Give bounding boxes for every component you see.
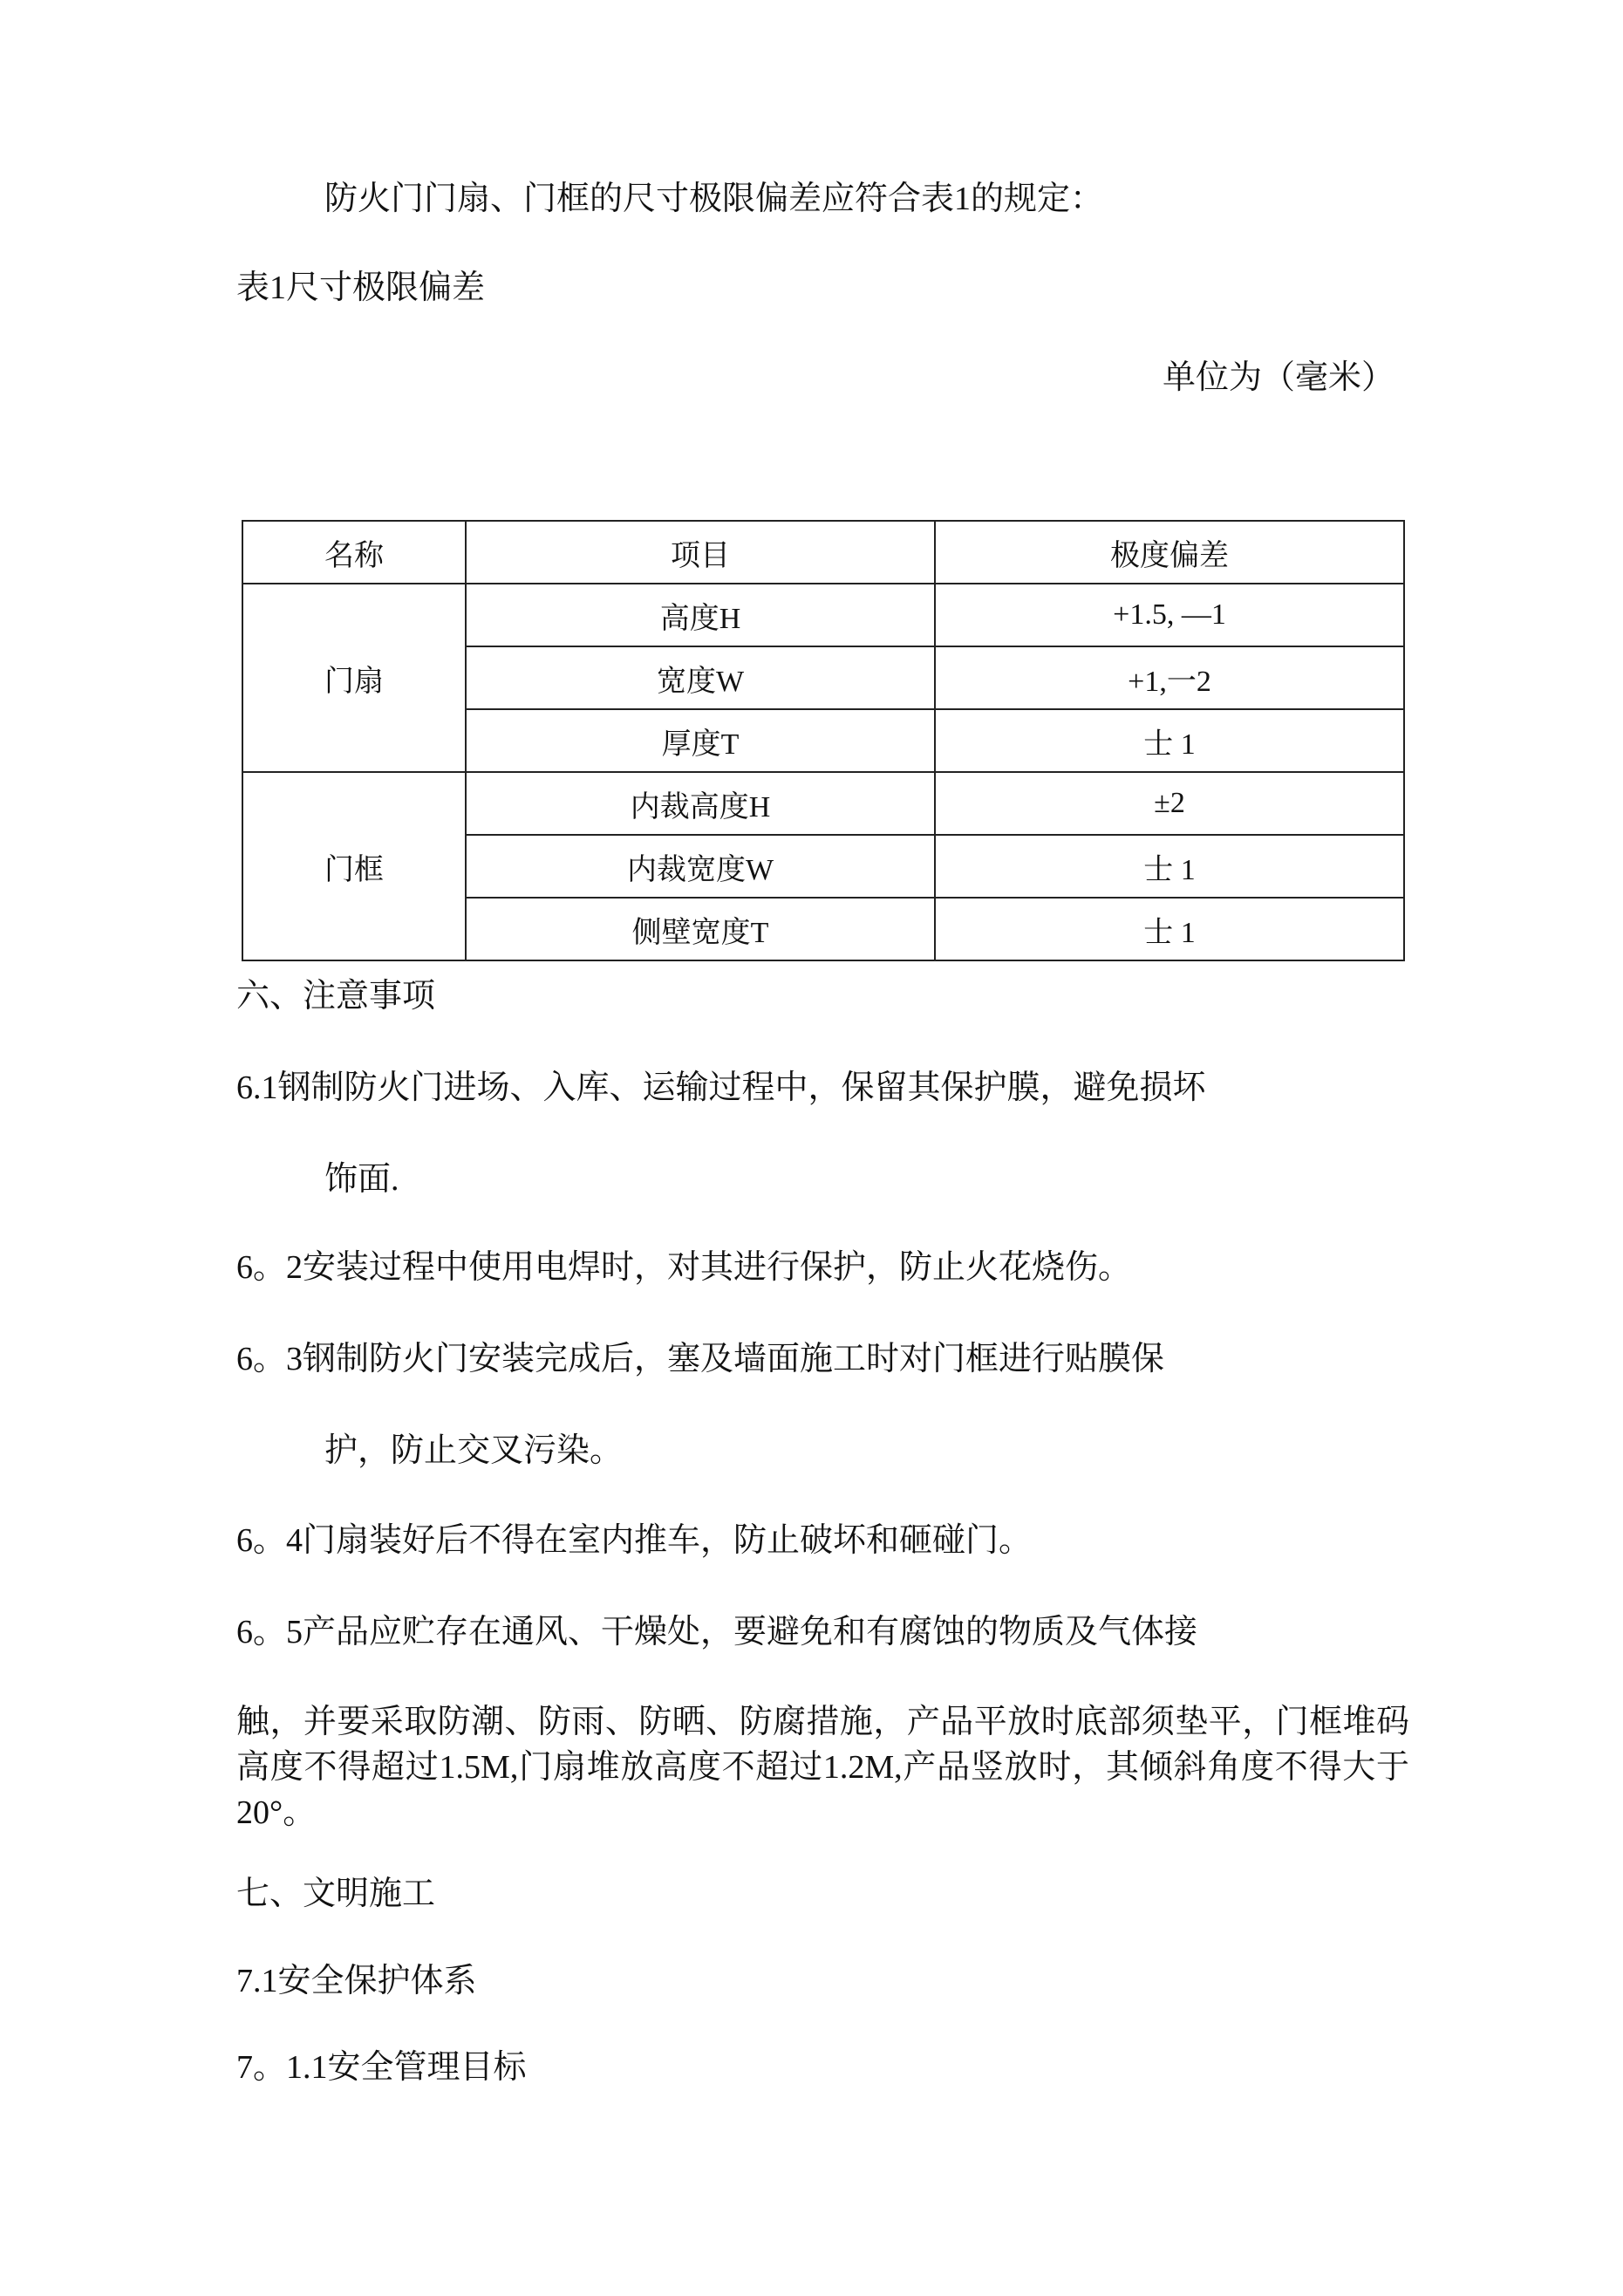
group-name: 门扇 — [242, 584, 466, 772]
item-cell: 内裁高度H — [466, 772, 935, 835]
item-6-4: 6。4门扇装好后不得在室内推车，防止破坏和砸碰门。 — [236, 1522, 1033, 1559]
value-cell: +1.5, —1 — [935, 584, 1404, 646]
item-6-1-cont: 饰面. — [324, 1161, 399, 1198]
item-cell: 内裁宽度W — [466, 835, 935, 898]
value-cell: 士 1 — [935, 709, 1404, 772]
group-name: 门框 — [242, 772, 466, 960]
value-cell: ±2 — [935, 772, 1404, 835]
value-cell: 士 1 — [935, 835, 1404, 898]
intro-paragraph: 防火门门扇、门框的尺寸极限偏差应符合表1的规定： — [324, 181, 1104, 217]
item-6-2: 6。2安装过程中使用电焊时，对其进行保护，防止火花烧伤。 — [236, 1249, 1132, 1286]
heading-7-1: 7.1安全保护体系 — [236, 1963, 477, 1999]
unit-label: 单位为（毫米） — [1162, 359, 1395, 396]
header-item: 项目 — [466, 521, 935, 584]
item-6-1: 6.1钢制防火门进场、入库、运输过程中，保留其保护膜，避免损坏 — [236, 1069, 1206, 1106]
item-6-5: 6。5产品应贮存在通风、干燥处，要避免和有腐蚀的物质及气体接 — [236, 1614, 1198, 1650]
table-row — [242, 584, 1404, 646]
table-row — [242, 772, 1404, 835]
item-cell: 高度H — [466, 584, 935, 646]
value-cell: 士 1 — [935, 898, 1404, 960]
section-6-title: 六、注意事项 — [236, 978, 436, 1015]
header-deviation: 极度偏差 — [935, 521, 1404, 584]
heading-7-1-1: 7。1.1安全管理目标 — [236, 2049, 527, 2086]
table-caption: 表1尺寸极限偏差 — [236, 270, 486, 306]
item-6-3-cont: 护，防止交叉污染。 — [324, 1432, 624, 1469]
header-name: 名称 — [242, 521, 466, 584]
tolerance-table — [242, 520, 1405, 961]
item-cell: 宽度W — [466, 646, 935, 709]
item-cell: 厚度T — [466, 709, 935, 772]
item-6-5-cont: 触，并要采取防潮、防雨、防晒、防腐措施，产品平放时底部须垫平，门框堆码高度不得超过1.5M,门扇堆放高度不超过1.2M,产品竖放时，其倾斜角度不得大于20°。 — [236, 1704, 1409, 1831]
table-header-row — [242, 521, 1404, 584]
item-6-3: 6。3钢制防火门安装完成后，塞及墙面施工时对门框进行贴膜保 — [236, 1341, 1165, 1377]
value-cell: +1,一2 — [935, 646, 1404, 709]
section-7-title: 七、文明施工 — [236, 1876, 436, 1912]
item-cell: 侧壁宽度T — [466, 898, 935, 960]
